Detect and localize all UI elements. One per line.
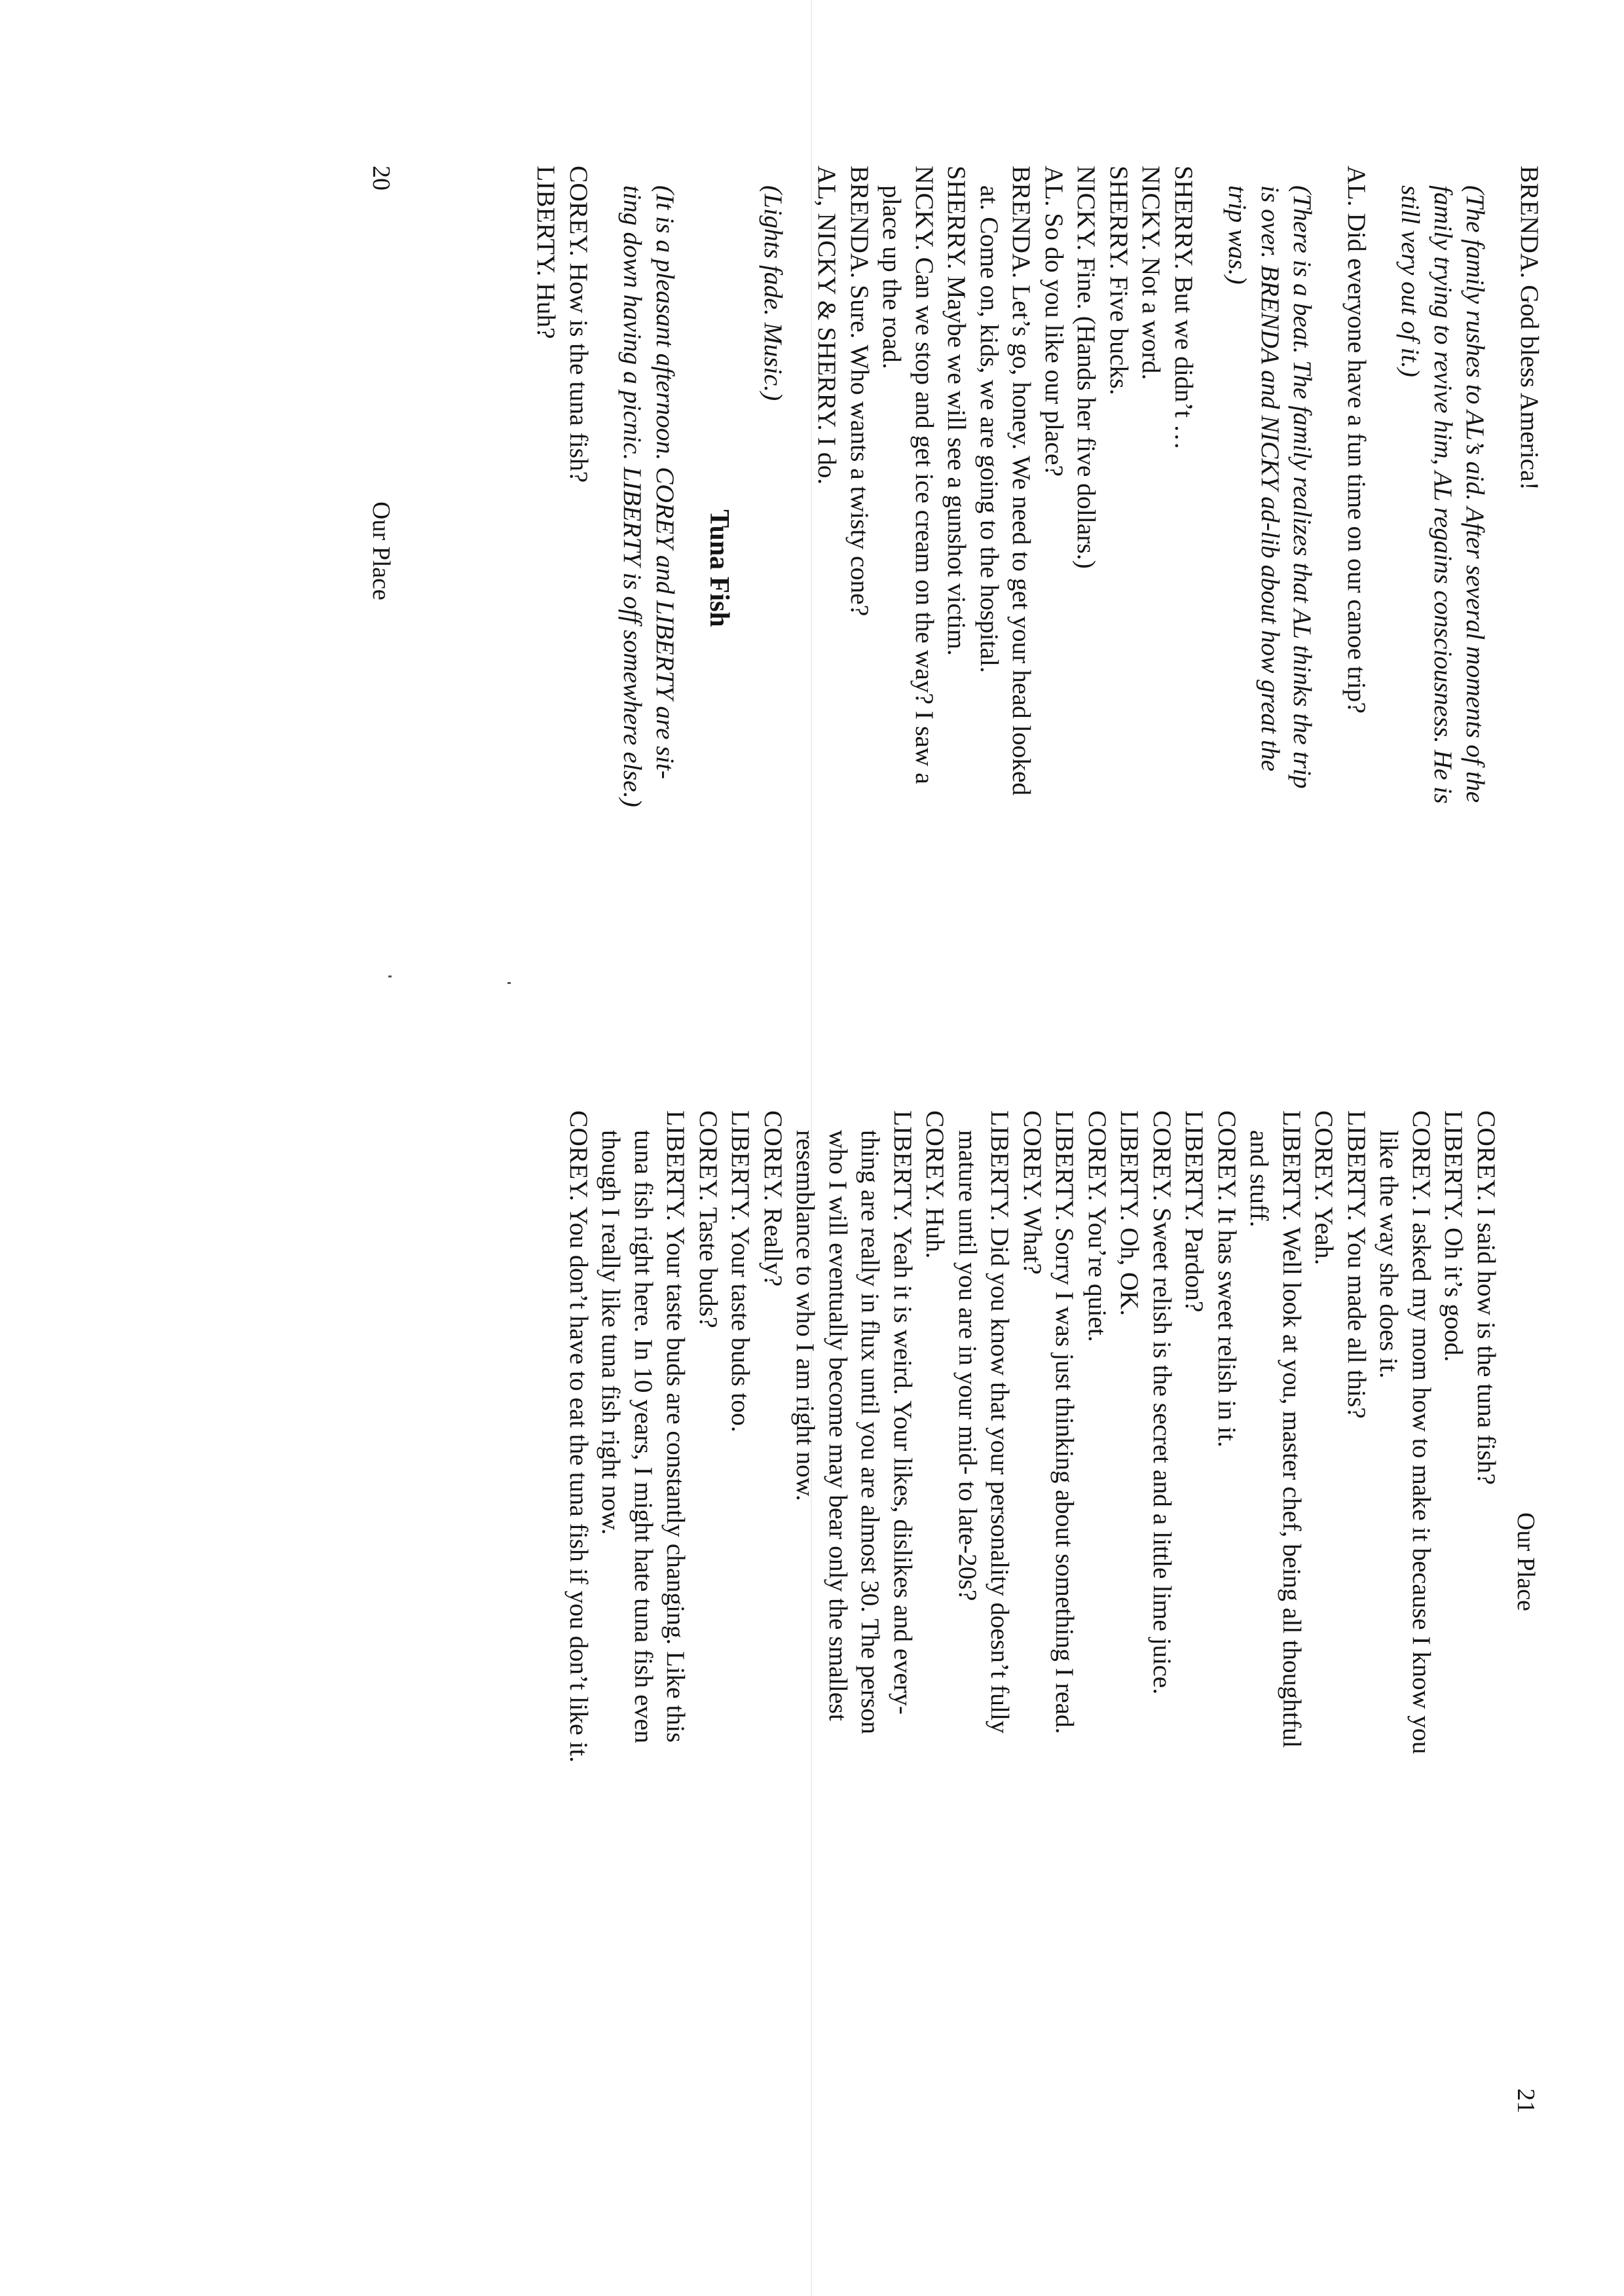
dialogue-line: LIBERTY. Oh it’s good.: [1439, 1110, 1469, 1362]
stage-direction-line: (There is a beat. The family realizes that AL thinks the trip: [1288, 185, 1318, 789]
dialogue-continuation-line: place up the road.: [877, 185, 907, 369]
dialogue-continuation-line: tuna fish right here. In 10 years, I might hate tuna fish even: [629, 1130, 658, 1743]
dialogue-line: NICKY. Can we stop and get ice cream on the way? I saw a: [910, 166, 939, 784]
stage-direction-line: is over. BRENDA and NICKY ad-lib about how great the: [1256, 185, 1285, 772]
dialogue-line: LIBERTY. Huh?: [532, 166, 561, 339]
dialogue-line: LIBERTY. Your taste buds are constantly changing. Like this: [661, 1110, 691, 1743]
dialogue-line: COREY. Taste buds?: [694, 1110, 723, 1328]
dialogue-continuation-line: and stuff.: [1245, 1130, 1274, 1228]
dialogue-line: LIBERTY. You made all this?: [1342, 1110, 1371, 1419]
dialogue-line: LIBERTY. Did you know that your personality doesn’t fully: [986, 1110, 1015, 1734]
dialogue-line: AL. Did everyone have a fun time on our canoe trip?: [1342, 166, 1371, 714]
blank-line: [1492, 166, 1513, 971]
dialogue-line: COREY. Yeah.: [1310, 1110, 1339, 1266]
dialogue-line: BRENDA. God bless America!: [1515, 166, 1544, 490]
right-page-text: [563, 1110, 1503, 2105]
stage-direction-line: (It is a pleasant afternoon. COREY and LIBERTY are sit-: [651, 185, 680, 780]
dialogue-line: SHERRY. Five bucks.: [1105, 166, 1134, 395]
dialogue-line: LIBERTY. Well look at you, master chef, being all thoughtful: [1278, 1110, 1306, 1748]
dialogue-line: COREY. Really?: [759, 1110, 788, 1287]
stage-direction-line: trip was.): [1223, 185, 1253, 285]
stage-direction-line: ting down having a picnic. LIBERTY is off somewhere else.): [618, 185, 648, 807]
right-running-head: Our Place: [1512, 1512, 1540, 1611]
dialogue-continuation-line: though I really like tuna fish right now.: [597, 1130, 626, 1535]
dialogue-line: SHERRY. But we didn’t …: [1170, 166, 1198, 450]
scan-speck: [507, 982, 511, 984]
dialogue-line: COREY. What?: [1018, 1110, 1047, 1275]
dialogue-line: NICKY. Not a word.: [1137, 166, 1166, 380]
blank-line: [1200, 166, 1221, 971]
dialogue-continuation-line: who I will eventually become may bear only the smallest: [824, 1130, 853, 1721]
dialogue-line: COREY. You’re quiet.: [1083, 1110, 1112, 1342]
dialogue-line: COREY. Sweet relish is the secret and a little lime juice.: [1148, 1110, 1177, 1695]
left-page-number: 20: [367, 166, 395, 191]
right-page-number: 21: [1512, 2088, 1540, 2113]
dialogue-line: BRENDA. Sure. Who wants a twisty cone?: [845, 166, 874, 617]
dialogue-line: LIBERTY. Sorry I was just thinking about something I read.: [1050, 1110, 1080, 1734]
scene-heading: Tuna Fish: [704, 509, 735, 627]
stage-direction-line: (The family rushes to AL’s aid. After several moments of the: [1461, 185, 1490, 803]
left-page-text: [530, 166, 1545, 971]
dialogue-continuation-line: like the way she does it.: [1375, 1130, 1404, 1379]
left-running-head: Our Place: [367, 501, 395, 600]
blank-line: [1373, 166, 1394, 971]
stage-direction-line: still very out of it.): [1396, 185, 1426, 377]
stage-direction-line: (Lights fade. Music.): [759, 185, 788, 401]
dialogue-line: COREY. You don’t have to eat the tuna fish if you don’t like it.: [564, 1110, 593, 1763]
dialogue-line: NICKY. Fine. (Hands her five dollars.): [1072, 166, 1101, 569]
dialogue-line: LIBERTY. Your taste buds too.: [726, 1110, 756, 1432]
dialogue-line: COREY. I asked my mom how to make it because I know you: [1407, 1110, 1436, 1755]
dialogue-continuation-line: resemblance to who I am right now.: [791, 1130, 821, 1501]
blank-line: [1319, 166, 1340, 971]
blank-line: [595, 166, 616, 971]
scan-speck: [388, 975, 392, 977]
dialogue-continuation-line: thing are really in flux until you are almost 30. The person: [856, 1130, 885, 1734]
dialogue-line: SHERRY. Maybe we will see a gunshot victim.: [942, 166, 972, 656]
dialogue-continuation-line: mature until you are in your mid- to late-20s?: [953, 1130, 982, 1601]
dialogue-line: LIBERTY. Yeah it is weird. Your likes, dislikes and every-: [889, 1110, 917, 1715]
dialogue-line: LIBERTY. Pardon?: [1180, 1110, 1209, 1313]
dialogue-line: AL. So do you like our place?: [1040, 166, 1069, 477]
blank-line: [681, 166, 703, 971]
stage-direction-line: family trying to revive him, AL regains consciousness. He is: [1429, 185, 1458, 804]
dialogue-line: AL, NICKY & SHERRY. I do.: [813, 166, 842, 485]
blank-line: [789, 166, 811, 971]
blank-line: [735, 166, 757, 971]
dialogue-continuation-line: at. Come on, kids, we are going to the hospital.: [975, 185, 1004, 673]
dialogue-line: COREY. It has sweet relish in it.: [1213, 1110, 1242, 1448]
dialogue-line: COREY. Huh.: [921, 1110, 950, 1259]
dialogue-line: COREY. I said how is the tuna fish?: [1472, 1110, 1501, 1485]
dialogue-line: BRENDA. Let’s go, honey. We need to get your head looked: [1007, 166, 1037, 796]
dialogue-line: LIBERTY. Oh, OK.: [1115, 1110, 1145, 1316]
dialogue-line: COREY. How is the tuna fish?: [564, 166, 593, 483]
